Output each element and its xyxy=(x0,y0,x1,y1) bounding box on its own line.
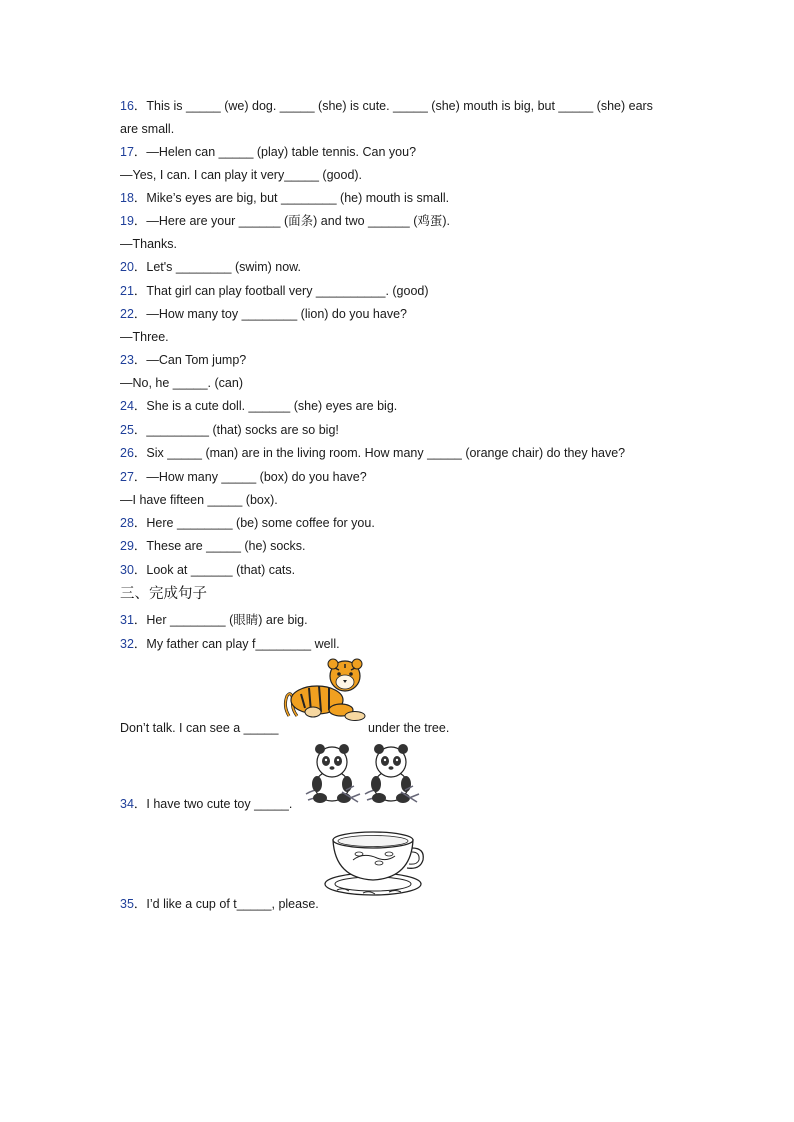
question-continuation xyxy=(120,166,362,184)
question-text: ．I’d like a cup of t_____, please. xyxy=(133,897,319,911)
answer-line-text: —Thanks. xyxy=(120,237,177,251)
question-18 xyxy=(120,189,449,207)
question-35 xyxy=(120,895,319,913)
question-number: 24 xyxy=(120,399,134,413)
question-number: 30 xyxy=(120,563,134,577)
question-32 xyxy=(120,635,340,653)
question-28 xyxy=(120,514,375,532)
question-number: 21 xyxy=(120,284,134,298)
question-text: ．—How many _____ (box) do you have? xyxy=(133,470,367,484)
answer-line-text: —I have fifteen _____ (box). xyxy=(120,493,278,507)
tiger-picture xyxy=(279,656,367,728)
question-text: Don’t talk. I can see a _____ xyxy=(120,721,279,735)
question-continuation xyxy=(120,120,174,138)
question-text: ．Six _____ (man) are in the living room. How many _____ (orange chair) do they have? xyxy=(133,446,626,460)
question-text: ．Let's ________ (swim) now. xyxy=(133,260,301,274)
question-text: ．Here ________ (be) some coffee for you. xyxy=(133,516,375,530)
question-text: ．These are _____ (he) socks. xyxy=(133,539,306,553)
teacup-picture xyxy=(323,830,425,898)
question-number: 17 xyxy=(120,145,134,159)
question-number: 27 xyxy=(120,470,134,484)
question-number: 23 xyxy=(120,353,134,367)
question-number: 34 xyxy=(120,797,134,811)
answer-line-text: —Yes, I can. I can play it very_____ (good). xyxy=(120,168,363,182)
question-number: 22 xyxy=(120,307,134,321)
question-25 xyxy=(120,421,339,439)
question-24 xyxy=(120,397,397,415)
question-number: 19 xyxy=(120,214,134,228)
question-27 xyxy=(120,468,367,486)
question-33-tail: under the tree. xyxy=(368,721,450,735)
question-number: 29 xyxy=(120,539,134,553)
question-33 xyxy=(120,719,278,737)
question-text: ．Look at ______ (that) cats. xyxy=(133,563,296,577)
question-number: 35 xyxy=(120,897,134,911)
question-continuation xyxy=(120,328,169,346)
question-text: ．_________ (that) socks are so big! xyxy=(133,423,339,437)
question-number: 18 xyxy=(120,191,134,205)
question-number: 25 xyxy=(120,423,134,437)
question-text: ．—Here are your ______ (面条) and two ______ (鸡蛋). xyxy=(133,214,451,228)
question-continuation xyxy=(120,491,278,509)
question-34 xyxy=(120,795,292,813)
question-number: 16 xyxy=(120,99,134,113)
question-number: 32 xyxy=(120,637,134,651)
question-number: 26 xyxy=(120,446,134,460)
question-text: ．She is a cute doll. ______ (she) eyes are big. xyxy=(133,399,398,413)
answer-line-text: are small. xyxy=(120,122,175,136)
question-20 xyxy=(120,258,301,276)
question-29 xyxy=(120,537,306,555)
question-30 xyxy=(120,561,295,579)
question-number: 20 xyxy=(120,260,134,274)
question-number: 28 xyxy=(120,516,134,530)
answer-line-text: —Three. xyxy=(120,330,169,344)
question-text: ．—Helen can _____ (play) table tennis. Can you? xyxy=(133,145,417,159)
question-text: ．That girl can play football very __________. (good) xyxy=(133,284,429,298)
question-text: ．—How many toy ________ (lion) do you have? xyxy=(133,307,407,321)
question-19 xyxy=(120,212,450,230)
question-22 xyxy=(120,305,407,323)
question-number: 31 xyxy=(120,613,134,627)
question-text: ．—Can Tom jump? xyxy=(133,353,247,367)
panda-picture xyxy=(302,742,362,808)
question-text: ．Mike’s eyes are big, but ________ (he) mouth is small. xyxy=(133,191,450,205)
question-text: ．My father can play f________ well. xyxy=(133,637,340,651)
question-continuation xyxy=(120,374,243,392)
question-17 xyxy=(120,143,416,161)
question-16 xyxy=(120,97,653,115)
answer-line-text: —No, he _____. (can) xyxy=(120,376,243,390)
question-31 xyxy=(120,611,308,629)
question-text: ．I have two cute toy _____. xyxy=(133,797,293,811)
question-21 xyxy=(120,282,429,300)
question-26 xyxy=(120,444,625,462)
question-23 xyxy=(120,351,246,369)
panda-picture xyxy=(361,742,421,808)
question-continuation xyxy=(120,235,177,253)
section-title: 三、完成句子 xyxy=(120,586,207,602)
question-text: ．This is _____ (we) dog. _____ (she) is cute. _____ (she) mouth is big, but _____ (she) ears xyxy=(133,99,653,113)
question-text: ．Her ________ (眼睛) are big. xyxy=(133,613,308,627)
